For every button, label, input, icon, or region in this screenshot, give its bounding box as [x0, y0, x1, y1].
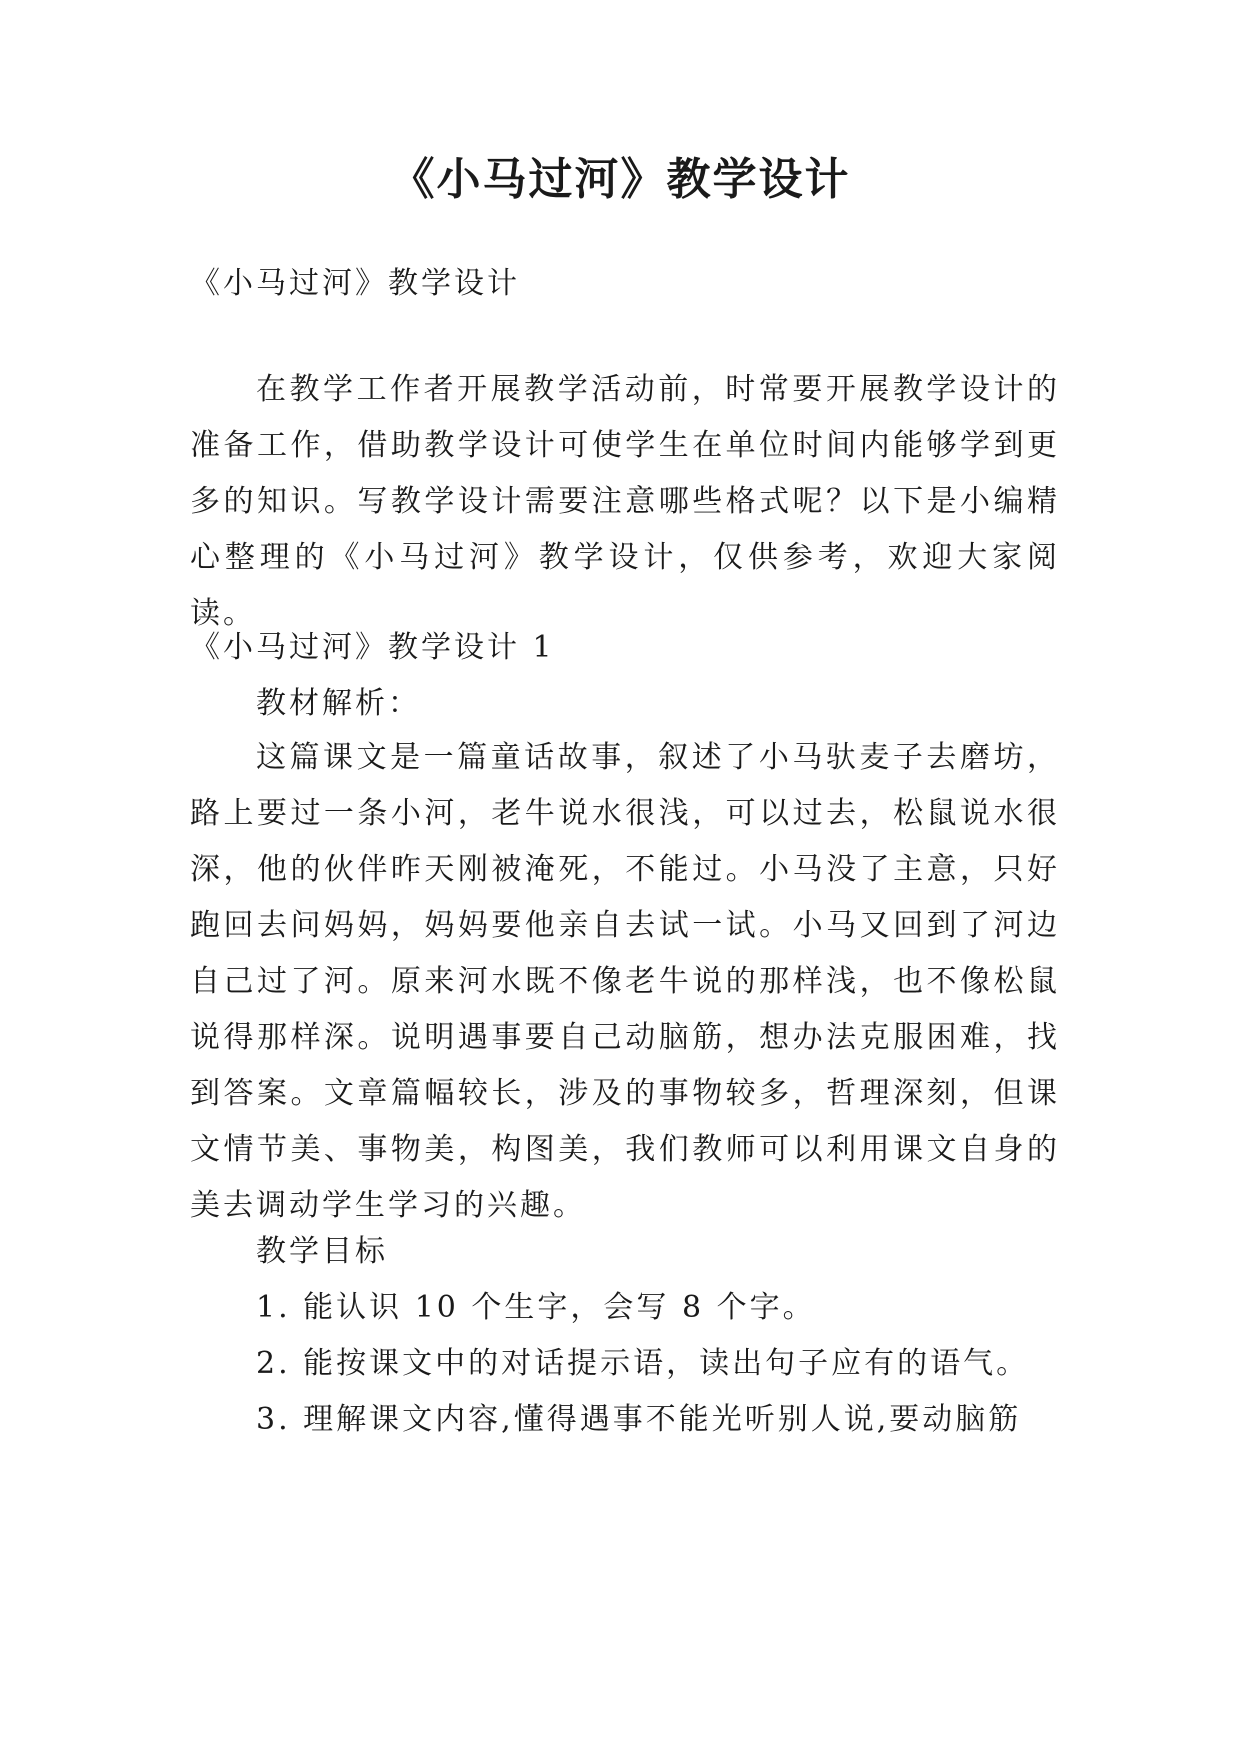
- goal-item: 2. 能按课文中的对话提示语，读出句子应有的语气。: [256, 1346, 1030, 1381]
- document-title: 《小马过河》教学设计: [390, 154, 851, 205]
- analysis-label: 教材解析：: [256, 686, 421, 721]
- document-subtitle: 《小马过河》教学设计: [190, 266, 520, 301]
- intro-paragraph: 在教学工作者开展教学活动前，时常要开展教学设计的准备工作，借助教学设计可使学生在单位时间内能够学到更多的知识。写教学设计需要注意哪些格式呢？以下是小编精心整理的《小马过河》教学设计，仅供参考，欢迎大家阅读。: [190, 372, 1060, 631]
- goal-item: 1. 能认识 10 个生字，会写 8 个字。: [256, 1290, 816, 1325]
- section-heading: 《小马过河》教学设计 1: [190, 630, 555, 665]
- analysis-paragraph: 这篇课文是一篇童话故事，叙述了小马驮麦子去磨坊，路上要过一条小河，老牛说水很浅，可以过去，松鼠说水很深，他的伙伴昨天刚被淹死，不能过。小马没了主意，只好跑回去问妈妈，妈妈要他亲自去试一试。小马又回到了河边自己过了河。原来河水既不像老牛说的那样浅，也不像松鼠说得那样深。说明遇事要自己动脑筋，想办法克服困难，找到答案。文章篇幅较长，涉及的事物较多，哲理深刻，但课文情节美、事物美，构图美，我们教师可以利用课文自身的美去调动学生学习的兴趣。: [190, 740, 1060, 1223]
- goal-item: 3. 理解课文内容,懂得遇事不能光听别人说,要动脑筋: [256, 1402, 1022, 1437]
- goals-label: 教学目标: [256, 1234, 388, 1269]
